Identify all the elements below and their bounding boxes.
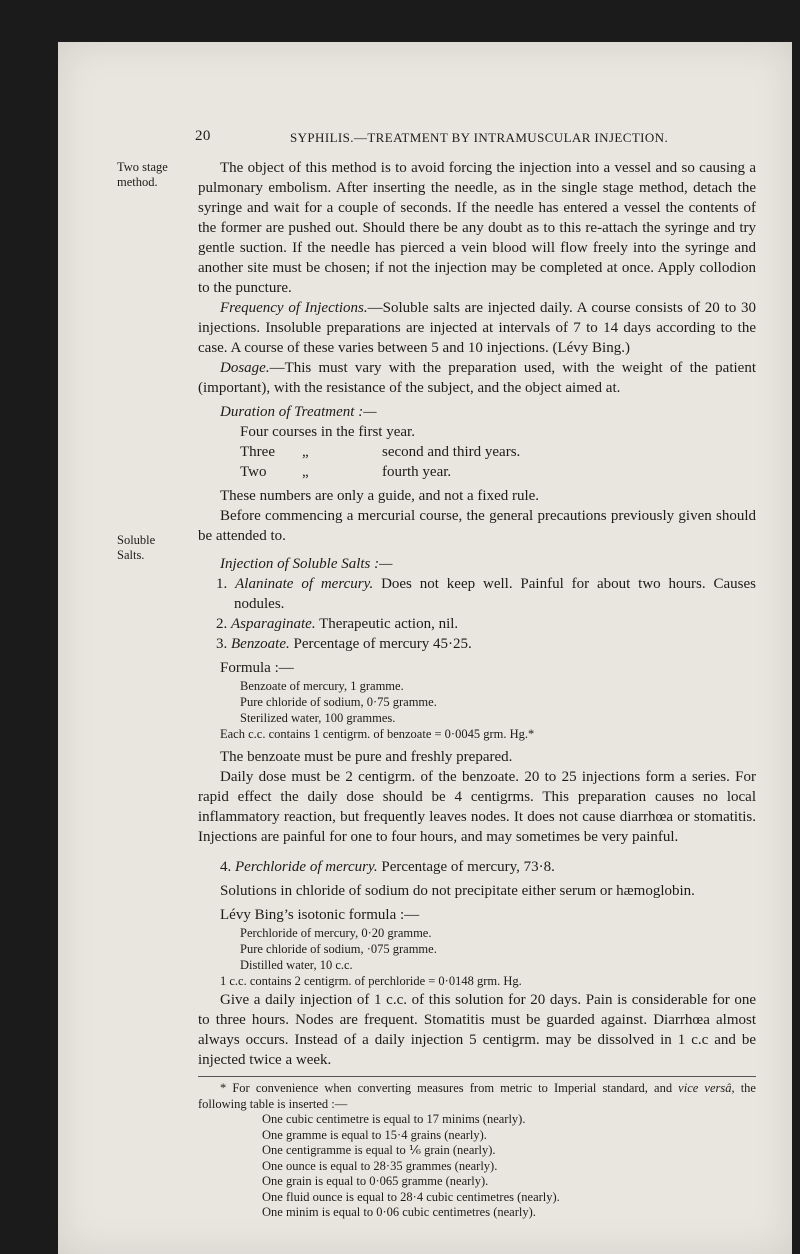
footnote-line: One gramme is equal to 15·4 grains (nearly).	[262, 1127, 487, 1142]
benzoate-paragraph: The benzoate must be pure and freshly prepared.	[220, 749, 513, 765]
list-item: 2. Asparaginate. Therapeutic action, nil.	[216, 616, 459, 632]
footnote-line: One grain is equal to 0·065 gramme (nearly).	[262, 1174, 489, 1188]
formula-note: 1 c.c. contains 2 centigrm. of perchloride = 0·0148 grm. Hg.	[220, 974, 522, 988]
formula-line: Pure chloride of sodium, ·075 gramme.	[240, 942, 437, 956]
guide-paragraph: These numbers are only a guide, and not a fixed rule.	[220, 488, 540, 504]
solutions-paragraph: Solutions in chloride of sodium do not precipitate either serum or hæmoglobin.	[220, 883, 695, 899]
running-title: SYPHILIS.—TREATMENT BY INTRAMUSCULAR INJECTION.	[290, 130, 669, 145]
dosage-paragraph: Dosage.—This must vary with the preparation used, with the weight of the patient (important), with the resistance of the subject, and the object aimed at.	[198, 360, 756, 396]
list-item: 3. Benzoate. Percentage of mercury 45·25.	[216, 636, 472, 652]
formula-note: Each c.c. contains 1 centigrm. of benzoate = 0·0045 grm. Hg.*	[220, 727, 535, 741]
footnote-line: One centigramme is equal to ⅙ grain (nearly).	[262, 1143, 496, 1157]
duration-row: Four courses in the first year.	[240, 424, 415, 440]
formula-line: Perchloride of mercury, 0·20 gramme.	[240, 926, 432, 940]
formula-line: Pure chloride of sodium, 0·75 gramme.	[240, 695, 437, 709]
benzoate-paragraph: Daily dose must be 2 centigrm. of the benzoate. 20 to 25 injections form a series. For rapid effect the daily dose should be 4 centigrms. This preparation causes no local inflammatory reaction, but frequently leaves nodes. It does not cause diarrhœa or stomatitis. Injections are painful for one to four hours, and may sometimes be very painful.	[198, 769, 756, 845]
formula-label: Formula :—	[220, 660, 294, 676]
main-text	[198, 158, 756, 1221]
before-paragraph: Before commencing a mercurial course, the general precautions previously given should be attended to.	[198, 508, 756, 544]
frequency-heading: Frequency of Injections.	[220, 300, 368, 316]
perchloride-item: 4. Perchloride of mercury. Percentage of mercury, 73·8.	[220, 859, 555, 875]
margin-note-soluble: Soluble Salts.	[117, 533, 156, 562]
footnote-line: One cubic centimetre is equal to 17 minims (nearly).	[262, 1112, 526, 1126]
footnote-intro: * For convenience when converting measures from metric to Imperial standard, and vice versâ, the following table is inserted :—	[198, 1081, 756, 1111]
footnote-line: One fluid ounce is equal to 28·4 cubic centimetres (nearly).	[262, 1189, 560, 1204]
frequency-paragraph: Frequency of Injections.—Soluble salts are injected daily. A course consists of 20 to 30 injections. Insoluble preparations are injected at intervals of 7 to 14 days according to the case. A course of these varies between 5 and 10 injections. (Lévy Bing.)	[198, 300, 756, 356]
duration-row: Three „ second and third years.	[240, 444, 521, 460]
page-number: 20	[195, 128, 211, 144]
formula-line: Benzoate of mercury, 1 gramme.	[240, 679, 404, 693]
formula-label: Lévy Bing’s isotonic formula :—	[220, 907, 420, 923]
list-item: 1. Alaninate of mercury. Does not keep well. Painful for about two hours. Causes nodules.	[216, 576, 757, 612]
formula-line: Sterilized water, 100 grammes.	[240, 711, 396, 725]
soluble-heading: Injection of Soluble Salts :—	[220, 556, 393, 572]
give-paragraph: Give a daily injection of 1 c.c. of this solution for 20 days. Pain is considerable for one to three hours. Nodes are frequent. Stomatitis must be guarded against. Diarrhœa almost always occurs. Instead of a daily injection 5 centigrm. may be dissolved in 1 c.c and be injected twice a week.	[198, 992, 756, 1068]
duration-heading: Duration of Treatment :—	[220, 404, 377, 420]
footnote-rule	[198, 1076, 756, 1077]
formula-line: Distilled water, 10 c.c.	[240, 958, 353, 972]
two-stage-paragraph: The object of this method is to avoid forcing the injection into a vessel and so causing a pulmonary embolism. After inserting the needle, as in the single stage method, detach the syringe and wait for a couple of seconds. If the needle has entered a vessel the contents of the former are pushed out. Should there be any doubt as to this re-attach the syringe and try gentle suction. If the needle has pierced a vein blood will flow freely into the syringe and another site must be chosen; if not the injection may be completed at once. Apply collodion to the puncture.	[198, 160, 756, 296]
duration-row: Two „ fourth year.	[240, 464, 452, 480]
margin-note-two-stage: Two stage method.	[117, 160, 168, 189]
dosage-heading: Dosage.	[220, 360, 270, 376]
footnote-line: One ounce is equal to 28·35 grammes (nearly).	[262, 1158, 498, 1173]
footnote-line: One minim is equal to 0·06 cubic centimetres (nearly).	[262, 1205, 536, 1219]
